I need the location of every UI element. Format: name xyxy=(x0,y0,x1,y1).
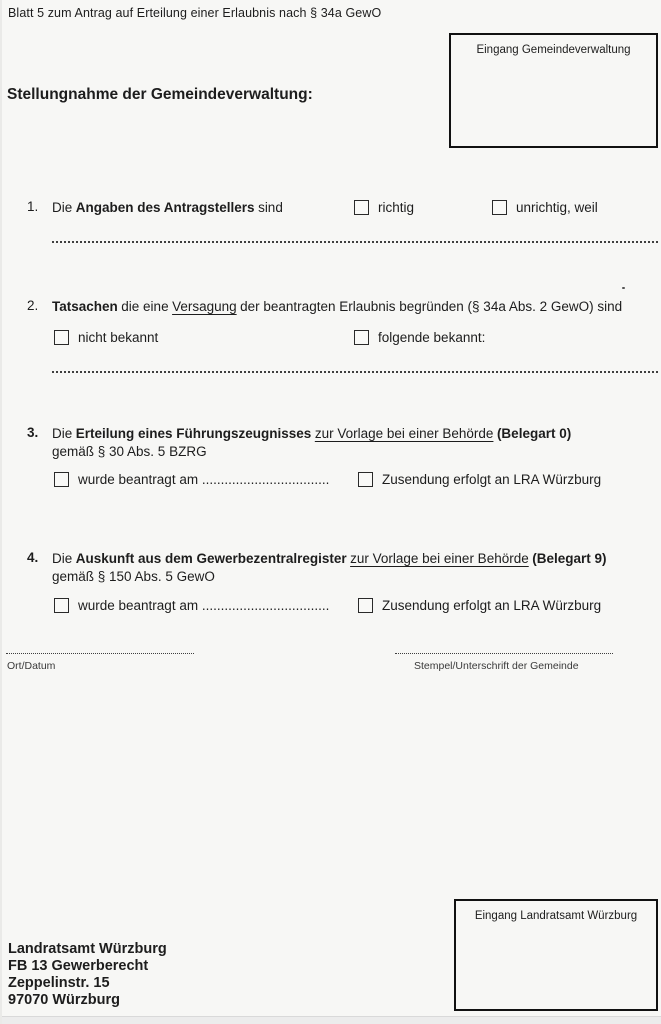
signature-line-ort-datum[interactable] xyxy=(6,653,194,654)
fill-line-item-2[interactable] xyxy=(52,371,658,373)
item-3-text xyxy=(52,425,632,460)
item-2-text xyxy=(52,298,632,316)
option-item4-zusendung xyxy=(358,598,601,613)
item-3-text-line2: gemäß § 30 Abs. 5 BZRG xyxy=(52,443,207,459)
item-1-text xyxy=(52,199,352,217)
signature-label-ort-datum: Ort/Datum xyxy=(7,660,56,672)
item-2-text-part: der beantragten Erlaubnis begründen (§ 34a Abs. 2 GewO) sind xyxy=(240,299,623,314)
footer-address-line: Landratsamt Würzburg xyxy=(8,941,167,957)
option-unrichtig-weil xyxy=(492,200,598,215)
checkbox-folgende-bekannt[interactable] xyxy=(354,330,369,345)
footer-address xyxy=(8,941,167,1009)
option-richtig xyxy=(354,200,414,215)
option-nicht-bekannt xyxy=(54,330,158,345)
item-1-text-part-bold: Angaben des Antragstellers xyxy=(75,200,255,215)
footer-address-line: 97070 Würzburg xyxy=(8,992,120,1008)
option-label: folgende bekannt: xyxy=(378,330,486,345)
item-2-text-part: die eine xyxy=(121,299,169,314)
stamp-box-eingang-landratsamt xyxy=(454,899,658,1011)
checkbox-item4-zusendung[interactable] xyxy=(358,598,373,613)
item-4-text xyxy=(52,550,632,585)
stamp-box-label: Eingang Gemeindeverwaltung xyxy=(476,44,631,56)
stamp-box-label: Eingang Landratsamt Würzburg xyxy=(474,910,638,922)
stamp-box-eingang-gemeindeverwaltung xyxy=(449,33,658,148)
item-3-number: 3. xyxy=(27,425,39,440)
fill-line-item-1[interactable] xyxy=(52,241,658,243)
option-folgende-bekannt xyxy=(354,330,485,345)
option-label: richtig xyxy=(378,200,415,215)
item-1-text-part: sind xyxy=(258,200,283,215)
footer-address-line: Zeppelinstr. 15 xyxy=(8,975,110,991)
scan-artifact-dot xyxy=(622,287,625,289)
option-item3-zusendung xyxy=(358,472,601,487)
item-3-text-part-bold: (Belegart 0) xyxy=(496,426,572,441)
checkbox-nicht-bekannt[interactable] xyxy=(54,330,69,345)
checkbox-richtig[interactable] xyxy=(354,200,369,215)
checkbox-item3-zusendung[interactable] xyxy=(358,472,373,487)
checkbox-item3-wurde-beantragt[interactable] xyxy=(54,472,69,487)
item-4-text-part: Die xyxy=(52,551,73,566)
option-label: Zusendung erfolgt an LRA Würzburg xyxy=(382,598,602,613)
checkbox-unrichtig-weil[interactable] xyxy=(492,200,507,215)
item-1-number: 1. xyxy=(27,199,39,214)
item-4-text-part-bold: (Belegart 9) xyxy=(532,551,607,566)
option-label: nicht bekannt xyxy=(78,330,159,345)
option-item4-wurde-beantragt xyxy=(54,598,329,613)
item-2-text-part-bold: Tatsachen xyxy=(52,299,118,314)
item-2-text-part-underline: Versagung xyxy=(172,299,237,314)
option-label: wurde beantragt am .................................. xyxy=(78,472,330,487)
item-1-text-part: Die xyxy=(52,200,73,215)
page-bottom-edge xyxy=(2,1016,661,1024)
checkbox-item4-wurde-beantragt[interactable] xyxy=(54,598,69,613)
form-header: Blatt 5 zum Antrag auf Erteilung einer Erlaubnis nach § 34a GewO xyxy=(8,6,382,20)
option-label: wurde beantragt am .................................. xyxy=(78,598,330,613)
footer-address-line: FB 13 Gewerberecht xyxy=(8,958,149,974)
option-item3-wurde-beantragt xyxy=(54,472,329,487)
item-3-text-part: Die xyxy=(52,426,73,441)
signature-line-stempel[interactable] xyxy=(395,653,613,654)
item-3-text-part-underline: zur Vorlage bei einer Behörde xyxy=(314,426,494,441)
item-2-number: 2. xyxy=(27,298,39,313)
page-title: Stellungnahme der Gemeindeverwaltung: xyxy=(7,86,313,103)
item-4-text-line2: gemäß § 150 Abs. 5 GewO xyxy=(52,568,215,584)
item-4-number: 4. xyxy=(27,550,39,565)
option-label: unrichtig, weil xyxy=(516,200,598,215)
item-3-text-part-bold: Erteilung eines Führungszeugnisses xyxy=(75,426,312,441)
item-4-text-part-underline: zur Vorlage bei einer Behörde xyxy=(350,551,529,566)
item-4-text-part-bold: Auskunft aus dem Gewerbezentralregister xyxy=(75,551,347,566)
signature-label-stempel: Stempel/Unterschrift der Gemeinde xyxy=(414,660,579,672)
option-label: Zusendung erfolgt an LRA Würzburg xyxy=(382,472,602,487)
